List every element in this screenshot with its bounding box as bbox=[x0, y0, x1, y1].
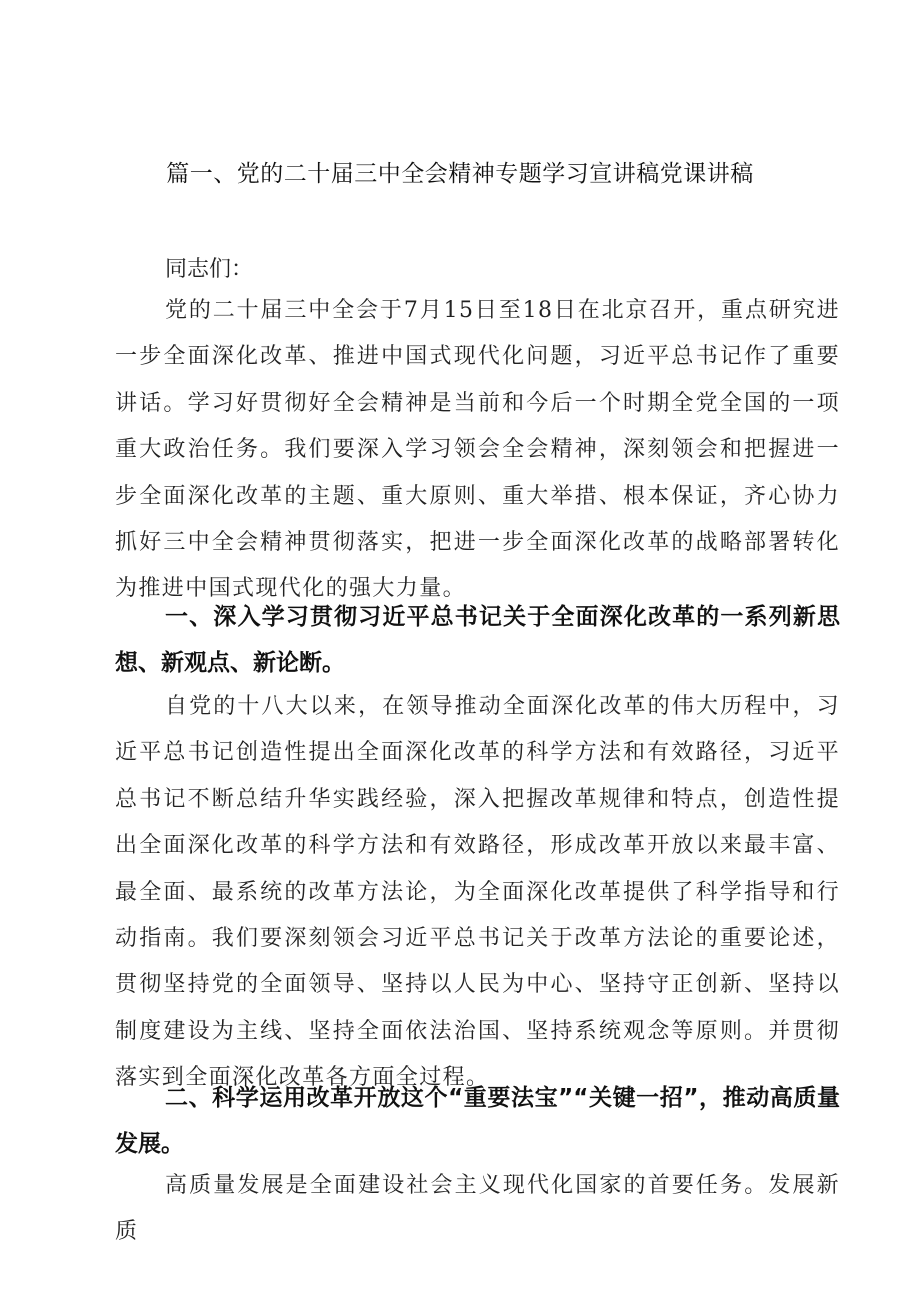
document-title: 篇一、党的二十届三中全会精神专题学习宣讲稿党课讲稿 bbox=[166, 161, 754, 187]
paragraph-section-1: 自党的十八大以来，在领导推动全面深化改革的伟大历程中，习近平总书记创造性提出全面深化改革的科学方法和有效路径，习近平总书记不断总结升华实践经验，深入把握改革规律和特点，创造性提出全面深化改革的科学方法和有效路径，形成改革开放以来最丰富、最全面、最系统的改革方法论，为全面深化改革提供了科学指导和行动指南。我们要深刻领会习近平总书记关于改革方法论的重要论述，贯彻坚持党的全面领导、坚持以人民为中心、坚持守正创新、坚持以制度建设为主线、坚持全面依法治国、坚持系统观念等原则。并贯彻落实到全面深化改革各方面全过程。 bbox=[115, 694, 840, 1091]
section-heading-2: 二、科学运用改革开放这个“重要法宝”“关键一招”，推动高质量发展。 bbox=[115, 1085, 840, 1157]
salutation: 同志们： bbox=[165, 257, 254, 282]
section-heading-1: 一、深入学习贯彻习近平总书记关于全面深化改革的一系列新思想、新观点、新论断。 bbox=[115, 604, 840, 676]
paragraph-section-2: 高质量发展是全面建设社会主义现代化国家的首要任务。发展新质 bbox=[115, 1173, 840, 1245]
paragraph-intro: 党的二十届三中全会于7月15日至18日在北京召开，重点研究进一步全面深化改革、推进中国式现代化问题，习近平总书记作了重要讲话。学习好贯彻好全会精神是当前和今后一个时期全党全国的一项重大政治任务。我们要深入学习领会全会精神，深刻领会和把握进一步全面深化改革的主题、重大原则、重大举措、根本保证，齐心协力抓好三中全会精神贯彻落实，把进一步全面深化改革的战略部署转化为推进中国式现代化的强大力量。 bbox=[115, 298, 840, 602]
